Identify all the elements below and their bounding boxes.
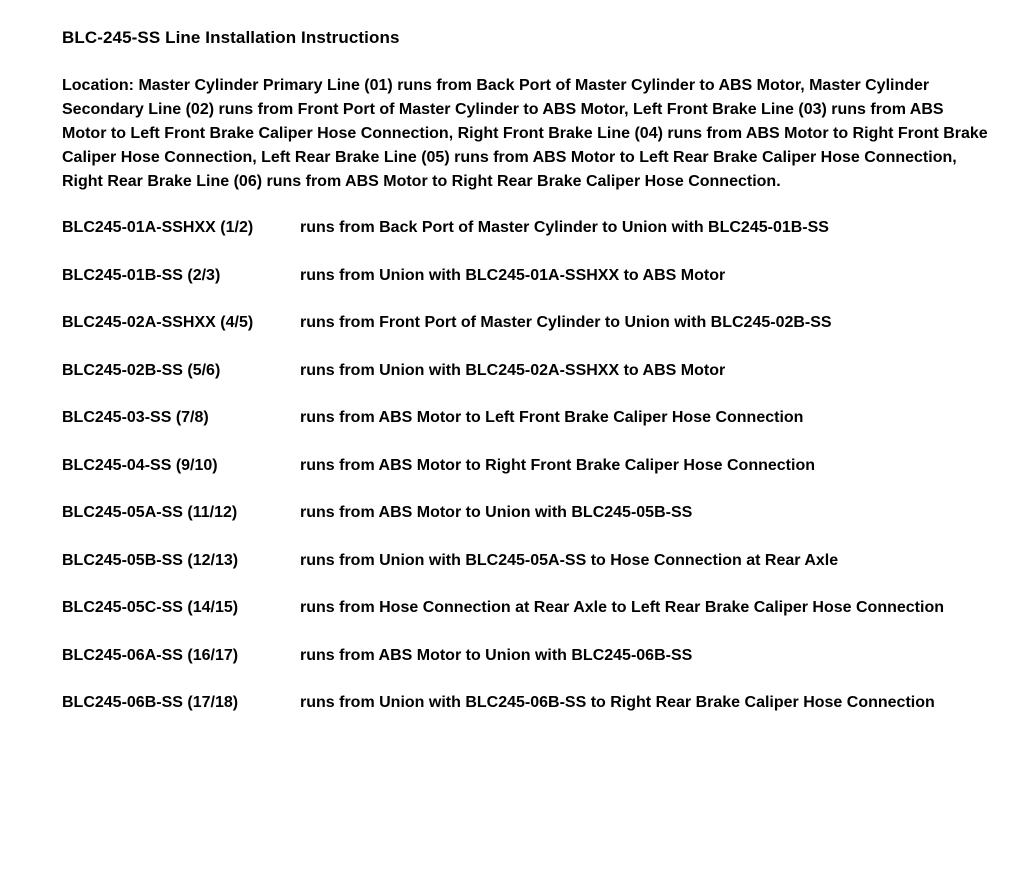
part-number: BLC245-04-SS (9/10) (62, 456, 218, 474)
list-item (62, 408, 990, 428)
part-number: BLC245-03-SS (7/8) (62, 409, 209, 426)
part-description: runs from ABS Motor to Union with BLC245-05B-SS (300, 504, 693, 521)
location-paragraph: Location: Master Cylinder Primary Line (01) runs from Back Port of Master Cylinder to ABS Motor, Master Cylinder Secondary Line (02) runs from Front Port of Master Cylinder to ABS Motor, Left Front Brake Line (03) runs from ABS Motor to Left Front Brake Caliper Hose Connection, Right Front Brake Line (04) runs from ABS Motor to Right Front Brake Caliper Hose Connection, Left Rear Brake Line (05) runs from ABS Motor to Left Rear Brake Caliper Hose Connection, Right Rear Brake Line (06) runs from ABS Motor to Right Rear Brake Caliper Hose Connection. (62, 77, 988, 190)
line-instruction-list (62, 218, 990, 713)
list-item (62, 218, 990, 238)
part-description: runs from Union with BLC245-02A-SSHXX to ABS Motor (300, 361, 726, 379)
list-item (62, 598, 990, 618)
part-description: runs from Union with BLC245-06B-SS to Right Rear Brake Caliper Hose Connection (300, 694, 935, 711)
part-description: runs from ABS Motor to Right Front Brake Caliper Hose Connection (300, 456, 815, 474)
part-description: runs from Hose Connection at Rear Axle to Left Rear Brake Caliper Hose Connection (300, 599, 944, 616)
list-item (62, 693, 990, 713)
page-title: BLC-245-SS Line Installation Instructions (62, 28, 400, 47)
part-description: runs from ABS Motor to Left Front Brake Caliper Hose Connection (300, 409, 804, 426)
part-number: BLC245-06B-SS (17/18) (62, 694, 239, 711)
part-description: runs from Union with BLC245-05A-SS to Hose Connection at Rear Axle (300, 551, 839, 569)
part-number: BLC245-01B-SS (2/3) (62, 266, 221, 284)
part-description: runs from ABS Motor to Union with BLC245-06B-SS (300, 646, 693, 664)
part-number: BLC245-05B-SS (12/13) (62, 551, 239, 569)
part-description: runs from Union with BLC245-01A-SSHXX to ABS Motor (300, 266, 726, 284)
list-item (62, 313, 990, 333)
part-description: runs from Back Port of Master Cylinder to Union with BLC245-01B-SS (300, 219, 829, 236)
list-item (62, 361, 990, 381)
list-item (62, 266, 990, 286)
part-number: BLC245-01A-SSHXX (1/2) (62, 219, 254, 236)
list-item (62, 551, 990, 571)
part-number: BLC245-06A-SS (16/17) (62, 646, 239, 664)
part-description: runs from Front Port of Master Cylinder to Union with BLC245-02B-SS (300, 314, 832, 331)
part-number: BLC245-05A-SS (11/12) (62, 504, 238, 521)
list-item (62, 646, 990, 666)
list-item (62, 503, 990, 523)
part-number: BLC245-02A-SSHXX (4/5) (62, 314, 254, 331)
part-number: BLC245-02B-SS (5/6) (62, 361, 221, 379)
part-number: BLC245-05C-SS (14/15) (62, 599, 239, 616)
list-item (62, 456, 990, 476)
